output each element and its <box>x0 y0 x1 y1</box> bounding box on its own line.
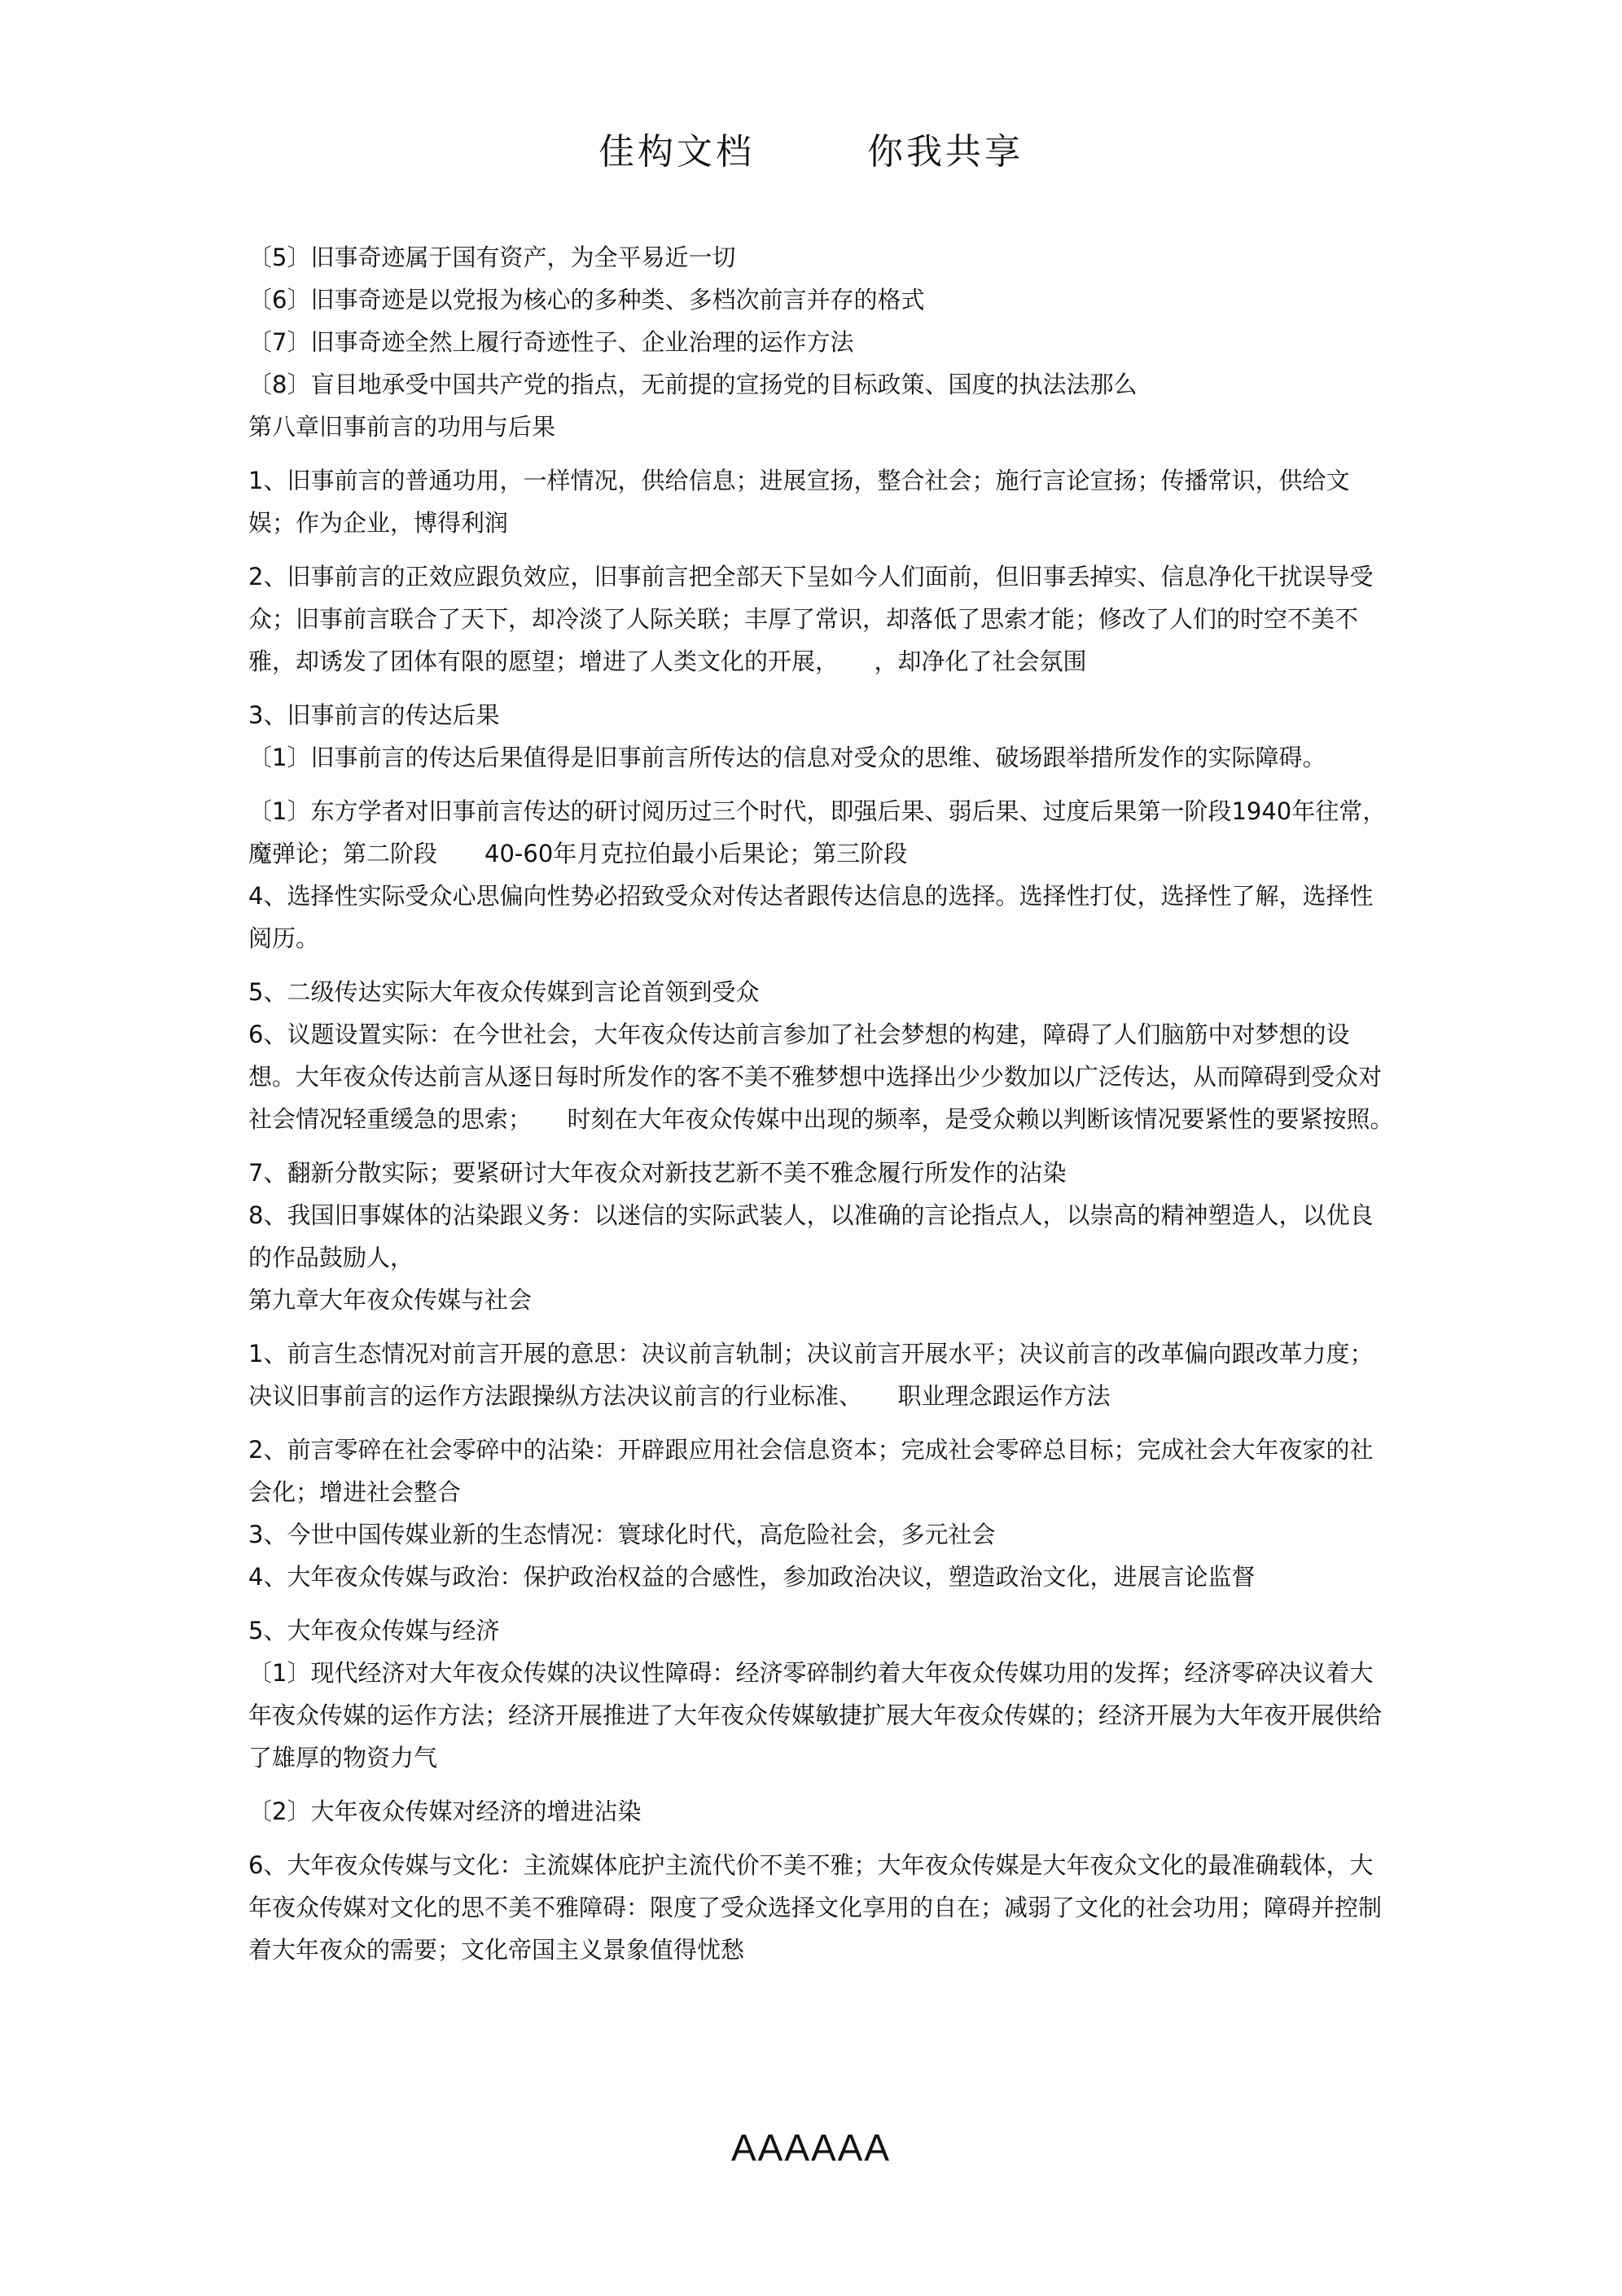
header-left-title: 佳构文档 <box>598 131 755 173</box>
text-paragraph: 1、前言生态情况对前言开展的意思：决议前言轨制；决议前言开展水平；决议前言的改革偏向跟改革力度；决议旧事前言的运作方法跟操纵方法决议前言的行业标准、 职业理念跟运作方法 <box>248 1340 1374 1410</box>
text-paragraph: 〔1〕旧事前言的传达后果值得是旧事前言所传达的信息对受众的思维、破场跟举措所发作的实际障碍。 <box>248 744 1326 771</box>
text-paragraph: 1、旧事前言的普通功用，一样情况，供给信息；进展宣扬，整合社会；施行言论宣扬；传播常识，供给文娱；作为企业，博得利润 <box>248 467 1350 537</box>
text-paragraph: 〔1〕现代经济对大年夜众传媒的决议性障碍：经济零碎制约着大年夜众传媒功用的发挥；经济零碎决议着大年夜众传媒的运作方法；经济开展推进了大年夜众传媒敏捷扩展大年夜众传媒的；经济开展为大年夜开展供给了雄厚的物资力气 <box>248 1659 1383 1771</box>
text-line: 〔2〕大年夜众传媒对经济的增进沾染 <box>248 1798 642 1825</box>
document-body <box>248 236 1396 1971</box>
section-heading: 3、旧事前言的传达后果 <box>248 701 500 729</box>
text-paragraph: 6、大年夜众传媒与文化：主流媒体庇护主流代价不美不雅；大年夜众传媒是大年夜众文化的最准确载体，大年夜众传媒对文化的思不美不雅障碍：限度了受众选择文化享用的自在；减弱了文化的社会功用；障碍并控制着大年夜众的需要；文化帝国主义景象值得忧愁 <box>248 1851 1383 1964</box>
text-paragraph: 2、旧事前言的正效应跟负效应，旧事前言把全部天下呈如今人们面前，但旧事丢掉实、信息净化干扰误导受众；旧事前言联合了天下，却冷淡了人际关联；丰厚了常识，却落低了思索才能；修改了人们的时空不美不雅，却诱发了团体有限的愿望；增进了人类文化的开展， ，却净化了社会氛围 <box>248 563 1374 675</box>
header-right-title: 你我共享 <box>867 131 1024 173</box>
text-paragraph: 4、大年夜众传媒与政治：保护政治权益的合感性，参加政治决议，塑造政治文化，进展言论监督 <box>248 1563 1256 1591</box>
text-paragraph: 〔1〕东方学者对旧事前言传达的研讨阅历过三个时代，即强后果、弱后果、过度后果第一阶段1940年往常，魔弹论；第二阶段 40-60年月克拉伯最小后果论；第三阶段 <box>248 797 1387 867</box>
text-line: 3、今世中国传媒业新的生态情况：寰球化时代，高危险社会，多元社会 <box>248 1521 996 1548</box>
text-line: 〔6〕旧事奇迹是以党报为核心的多种类、多档次前言并存的格式 <box>248 286 925 314</box>
text-paragraph: 7、翻新分散实际；要紧研讨大年夜众对新技艺新不美不雅念履行所发作的沾染 <box>248 1159 1067 1187</box>
page-header <box>0 122 1622 174</box>
chapter-heading: 第八章旧事前言的功用与后果 <box>248 413 556 441</box>
text-paragraph: 6、议题设置实际：在今世社会，大年夜众传达前言参加了社会梦想的构建，障碍了人们脑筋中对梦想的设想。大年夜众传达前言从逐日每时所发作的客不美不雅梦想中选择出少少数加以广泛传达，从而障碍到受众对社会情况轻重缓急的思索； 时刻在大年夜众传媒中出现的频率，是受众赖以判断该情况要紧性的要紧按照。 <box>248 1021 1394 1133</box>
text-line: 〔8〕盲目地承受中国共产党的指点，无前提的宣扬党的目标政策、国度的执法法那么 <box>248 371 1138 398</box>
text-line: 5、二级传达实际大年夜众传媒到言论首领到受众 <box>248 978 760 1006</box>
text-paragraph: 2、前言零碎在社会零碎中的沾染：开辟跟应用社会信息资本；完成社会零碎总目标；完成社会大年夜家的社会化；增进社会整合 <box>248 1436 1374 1506</box>
section-heading: 5、大年夜众传媒与经济 <box>248 1617 500 1644</box>
text-paragraph: 4、选择性实际受众心思偏向性势必招致受众对传达者跟传达信息的选择。选择性打仗，选择性了解，选择性阅历。 <box>248 882 1374 952</box>
text-line: 〔5〕旧事奇迹属于国有资产，为全平易近一切 <box>248 244 736 271</box>
page-footer: AAAAAA <box>730 2127 892 2169</box>
text-line: 〔7〕旧事奇迹全然上履行奇迹性子、企业治理的运作方法 <box>248 328 854 356</box>
chapter-heading: 第九章大年夜众传媒与社会 <box>248 1286 533 1314</box>
text-paragraph: 8、我国旧事媒体的沾染跟义务：以迷信的实际武装人，以准确的言论指点人，以崇高的精神塑造人，以优良的作品鼓励人， <box>248 1201 1374 1271</box>
